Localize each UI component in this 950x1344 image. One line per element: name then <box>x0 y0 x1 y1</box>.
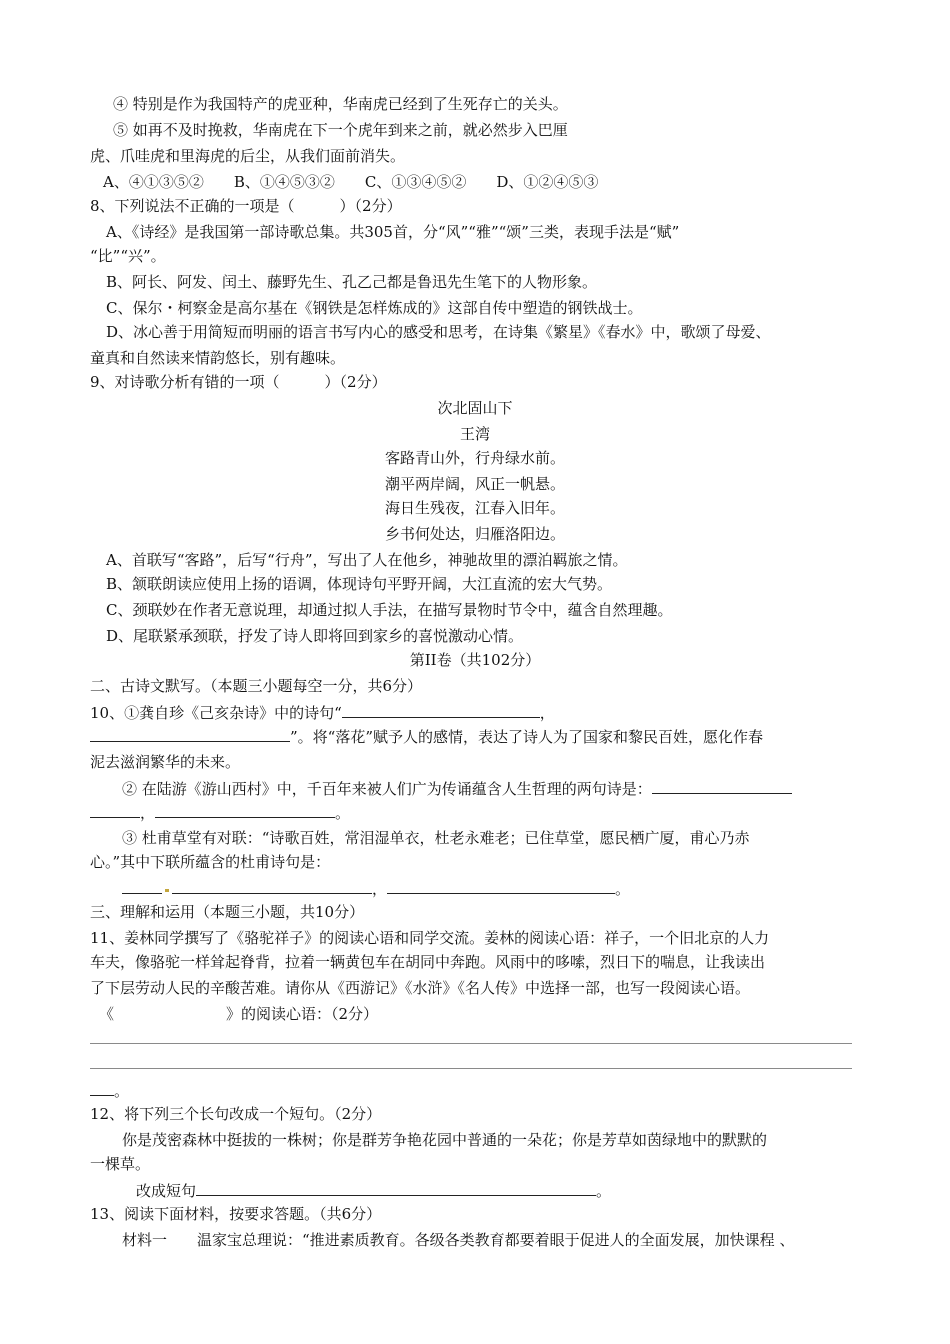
q8-option-c: C、保尔・柯察金是高尔基在《钢铁是怎样炼成的》这部自传中塑造的钢铁战士。 <box>106 299 643 317</box>
q11-answer-period: 。 <box>114 1082 130 1100</box>
q8-option-a: A、《诗经》是我国第一部诗歌总集。共305首，分“风”“雅”“颂”三类，表现手法是“赋” <box>106 223 680 241</box>
q13-material-1: 材料一 温家宝总理说：“推进素质教育。各级各类教育都要着眼于促进人的全面发展，加快课程 、 <box>122 1231 795 1249</box>
q11-answer-line-3[interactable] <box>90 1080 114 1096</box>
q11-answer-end <box>90 1080 129 1100</box>
q12-answer-blank[interactable] <box>196 1180 596 1196</box>
poem-line-4: 乡书何处达，归雁洛阳边。 <box>384 525 565 543</box>
q12-passage: 你是茂密森林中挺拔的一株树；你是群芳争艳花园中普通的一朵花；你是芳草如茵绿地中的默默的 <box>122 1131 768 1149</box>
q10-part-2-comma: ， <box>140 804 156 822</box>
sentence-option-5: ⑤ 如再不及时挽救，华南虎在下一个虎年到来之前，就必然步入巴厘 <box>113 121 568 139</box>
q10-part-2-period: 。 <box>335 804 351 822</box>
q10-part-2-blank-1-cont[interactable] <box>90 802 140 818</box>
q10-part-2-text: ② 在陆游《游山西村》中，千百年来被人们广为传诵蕴含人生哲理的两句诗是： <box>122 780 652 798</box>
q8-option-a-cont: “比”“兴”。 <box>90 247 166 265</box>
sentence-option-5-cont: 虎、爪哇虎和里海虎的后尘，从我们面前消失。 <box>90 147 406 165</box>
q10-part-3-blank-1a[interactable] <box>122 878 162 894</box>
q10-part-2-cont <box>90 802 350 822</box>
q10-part-3-cont: 心。”其中下联所蕴含的杜甫诗句是： <box>90 853 331 871</box>
section-3-heading: 三、理解和运用（本题三小题，共10分） <box>90 903 365 921</box>
q9-option-d: D、尾联紧承颈联，抒发了诗人即将回到家乡的喜悦激动心情。 <box>106 627 524 645</box>
q10-part-3-comma: ， <box>372 880 388 898</box>
q10-part-2-blank-1[interactable] <box>652 778 792 794</box>
q7-choices: A、④①③⑤② B、①④⑤③② C、①③④⑤② D、①②④⑤③ <box>103 173 599 191</box>
q10-part-3-blank-2[interactable] <box>387 878 615 894</box>
poem-line-1: 客路青山外，行舟绿水前。 <box>384 449 565 467</box>
q11-stem: 11、姜林同学撰写了《骆驼祥子》的阅读心语和同学交流。姜林的阅读心语：祥子，一个旧北京的人力 <box>90 929 770 947</box>
q8-option-b: B、阿长、阿发、闰土、藤野先生、孔乙己都是鲁迅先生笔下的人物形象。 <box>106 273 598 291</box>
q10-part-3: ③ 杜甫草堂有对联：“诗歌百姓，常泪湿单衣，杜老永难老；已住草堂，愿民栖广厦，甫心乃赤 <box>122 829 750 847</box>
q12-answer-period: 。 <box>596 1182 612 1200</box>
q10-comma: ， <box>539 704 555 722</box>
q10-part-2 <box>122 778 792 798</box>
q11-answer-prompt <box>99 1004 378 1024</box>
q9-option-c: C、颈联妙在作者无意说理，却通过拟人手法，在描写景物时节令中，蕴含自然理趣。 <box>106 601 673 619</box>
q11-prompt-text: 》的阅读心语：（2分） <box>226 1005 379 1023</box>
poem-line-2: 潮平两岸阔，风正一帆悬。 <box>384 475 565 493</box>
q11-open-bracket: 《 <box>99 1005 115 1023</box>
q10-intro: 10、①龚自珍《己亥杂诗》中的诗句“ <box>90 704 342 722</box>
poem-title: 次北固山下 <box>437 399 513 417</box>
q10-blank-1[interactable] <box>342 702 540 718</box>
q12-answer-label: 改成短句 <box>136 1182 197 1200</box>
section-2-heading: 二、古诗文默写。（本题三小题每空一分，共6分） <box>90 677 423 695</box>
stray-mark-icon <box>165 889 169 892</box>
q10-part-3-blank-1b[interactable] <box>172 878 372 894</box>
q10-line-2 <box>90 726 763 746</box>
q12-stem: 12、将下列三个长句改成一个短句。（2分） <box>90 1105 382 1123</box>
q8-stem: 8、下列说法不正确的一项是（ ）（2分） <box>90 197 402 215</box>
poem-author: 王湾 <box>459 425 490 443</box>
q10-line-1 <box>90 702 555 722</box>
part-two-heading: 第II卷（共102分） <box>409 651 541 669</box>
sentence-option-4: ④ 特别是作为我国特产的虎亚种，华南虎已经到了生死存亡的关头。 <box>113 95 568 113</box>
q10-blank-2[interactable] <box>90 726 290 742</box>
q12-passage-cont: 一棵草。 <box>90 1155 151 1173</box>
q8-option-d: D、冰心善于用简短而明丽的语言书写内心的感受和思考，在诗集《繁星》《春水》中，歌颂了母爱、 <box>106 323 771 341</box>
q11-stem-cont-2: 了下层劳动人民的辛酸苦难。请你从《西游记》《水浒》《名人传》中选择一部，也写一段阅读心语。 <box>90 979 751 997</box>
q8-option-d-cont: 童真和自然读来情韵悠长，别有趣味。 <box>90 349 346 367</box>
q11-answer-line-2[interactable] <box>90 1068 852 1069</box>
q10-explanation-cont: 泥去滋润繁华的未来。 <box>90 753 241 771</box>
q9-stem: 9、对诗歌分析有错的一项（ ）（2分） <box>90 373 387 391</box>
q9-option-b: B、颔联朗读应使用上扬的语调，体现诗句平野开阔，大江直流的宏大气势。 <box>106 575 613 593</box>
q12-answer <box>136 1180 611 1200</box>
q10-part-3-period: 。 <box>615 880 631 898</box>
q9-option-a: A、首联写“客路”，后写“行舟”，写出了人在他乡，神驰故里的漂泊羁旅之情。 <box>106 551 628 569</box>
q11-answer-line-1[interactable] <box>90 1043 852 1044</box>
q13-stem: 13、阅读下面材料，按要求答题。（共6分） <box>90 1205 382 1223</box>
poem-line-3: 海日生残夜，江春入旧年。 <box>384 499 565 517</box>
q10-explanation: ”。将“落花”赋予人的感情，表达了诗人为了国家和黎民百姓，愿化作春 <box>290 728 764 746</box>
q10-part-2-blank-2[interactable] <box>155 802 335 818</box>
q11-stem-cont-1: 车夫，像骆驼一样耸起脊背，拉着一辆黄包车在胡同中奔跑。风雨中的哆嗦，烈日下的喘息，让我读出 <box>90 953 766 971</box>
q10-part-3-answer <box>122 878 630 898</box>
